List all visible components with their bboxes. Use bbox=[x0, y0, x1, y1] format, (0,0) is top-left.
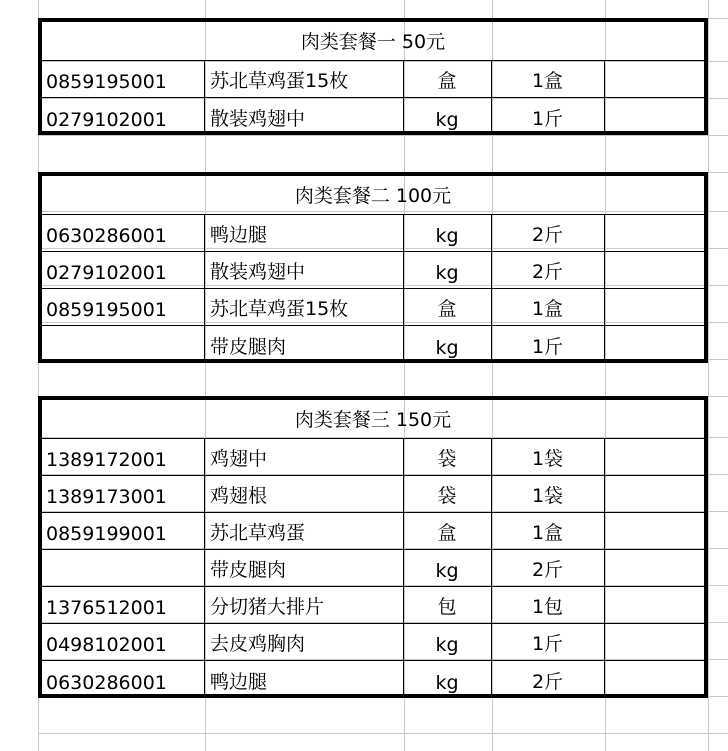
table-row bbox=[38, 439, 708, 476]
item-note-cell[interactable] bbox=[605, 439, 708, 475]
item-name-cell[interactable]: 带皮腿肉 bbox=[210, 559, 287, 581]
item-note-cell[interactable] bbox=[605, 98, 708, 135]
item-unit-cell[interactable]: 盒 bbox=[437, 298, 457, 320]
item-name-cell[interactable]: 鸡翅中 bbox=[210, 448, 268, 470]
item-qty-cell[interactable]: 1袋 bbox=[531, 485, 564, 507]
table-row bbox=[38, 61, 708, 98]
item-unit-cell[interactable]: kg bbox=[435, 672, 459, 694]
item-code-cell[interactable] bbox=[46, 326, 206, 363]
item-qty-cell[interactable]: 1斤 bbox=[531, 108, 564, 130]
item-code-cell[interactable]: 0498102001 bbox=[46, 634, 167, 656]
item-note-cell[interactable] bbox=[605, 61, 708, 97]
item-note-cell[interactable] bbox=[605, 513, 708, 549]
item-code-cell[interactable]: 0630286001 bbox=[46, 672, 167, 694]
item-qty-cell[interactable]: 1包 bbox=[531, 596, 564, 618]
table-row bbox=[38, 513, 708, 550]
item-qty-cell[interactable]: 1斤 bbox=[531, 336, 564, 358]
item-unit-cell[interactable]: 袋 bbox=[437, 485, 457, 507]
package-title[interactable]: 肉类套餐一 50元 bbox=[38, 18, 708, 61]
item-note-cell[interactable] bbox=[605, 624, 708, 660]
item-code-cell[interactable]: 1376512001 bbox=[46, 597, 167, 619]
item-name-cell[interactable]: 鸭边腿 bbox=[210, 671, 268, 693]
item-unit-cell[interactable]: 盒 bbox=[437, 70, 457, 92]
item-note-cell[interactable] bbox=[605, 326, 708, 363]
item-name-cell[interactable]: 苏北草鸡蛋15枚 bbox=[210, 70, 349, 92]
column-divider bbox=[491, 61, 492, 135]
item-name-cell[interactable]: 散装鸡翅中 bbox=[210, 108, 306, 130]
item-qty-cell[interactable]: 1袋 bbox=[531, 448, 564, 470]
item-unit-cell[interactable]: kg bbox=[435, 634, 459, 656]
table-row bbox=[38, 289, 708, 326]
table-row bbox=[38, 624, 708, 661]
item-qty-cell[interactable]: 2斤 bbox=[531, 224, 564, 246]
item-code-cell[interactable]: 0279102001 bbox=[46, 262, 167, 284]
item-note-cell[interactable] bbox=[605, 215, 708, 251]
table-row bbox=[38, 587, 708, 624]
item-name-cell[interactable]: 分切猪大排片 bbox=[210, 596, 325, 618]
item-unit-cell[interactable]: 盒 bbox=[437, 522, 457, 544]
item-unit-cell[interactable]: kg bbox=[435, 337, 459, 359]
item-code-cell[interactable]: 1389173001 bbox=[46, 486, 167, 508]
table-row bbox=[38, 661, 708, 698]
item-qty-cell[interactable]: 2斤 bbox=[531, 261, 564, 283]
item-code-cell[interactable]: 0279102001 bbox=[46, 109, 167, 131]
item-note-cell[interactable] bbox=[605, 587, 708, 623]
column-divider bbox=[204, 61, 205, 135]
table-row bbox=[38, 252, 708, 289]
item-name-cell[interactable]: 鸭边腿 bbox=[210, 224, 268, 246]
item-note-cell[interactable] bbox=[605, 252, 708, 288]
item-name-cell[interactable]: 苏北草鸡蛋15枚 bbox=[210, 298, 349, 320]
item-qty-cell[interactable]: 1盒 bbox=[531, 70, 564, 92]
item-unit-cell[interactable]: kg bbox=[435, 225, 459, 247]
item-qty-cell[interactable]: 1盒 bbox=[531, 522, 564, 544]
item-unit-cell[interactable]: kg bbox=[435, 109, 459, 131]
item-code-cell[interactable]: 0859195001 bbox=[46, 299, 167, 321]
item-qty-cell[interactable]: 1盒 bbox=[531, 298, 564, 320]
column-divider bbox=[403, 215, 404, 363]
item-name-cell[interactable]: 苏北草鸡蛋 bbox=[210, 522, 306, 544]
item-note-cell[interactable] bbox=[605, 550, 708, 586]
table-row bbox=[38, 215, 708, 252]
column-divider bbox=[604, 439, 605, 698]
table-row bbox=[38, 550, 708, 587]
package-table bbox=[38, 18, 708, 135]
item-qty-cell[interactable]: 2斤 bbox=[531, 671, 564, 693]
item-qty-cell[interactable]: 2斤 bbox=[531, 559, 564, 581]
item-unit-cell[interactable]: 袋 bbox=[437, 448, 457, 470]
column-divider bbox=[604, 215, 605, 363]
item-name-cell[interactable]: 鸡翅根 bbox=[210, 485, 268, 507]
item-name-cell[interactable]: 散装鸡翅中 bbox=[210, 261, 306, 283]
column-divider bbox=[604, 61, 605, 135]
table-row bbox=[38, 476, 708, 513]
item-unit-cell[interactable]: kg bbox=[435, 262, 459, 284]
item-code-cell[interactable] bbox=[46, 550, 206, 586]
item-unit-cell[interactable]: 包 bbox=[437, 596, 457, 618]
item-name-cell[interactable]: 带皮腿肉 bbox=[210, 336, 287, 358]
item-code-cell[interactable]: 0859199001 bbox=[46, 523, 167, 545]
table-row bbox=[38, 98, 708, 135]
item-unit-cell[interactable]: kg bbox=[435, 560, 459, 582]
item-code-cell[interactable]: 1389172001 bbox=[46, 449, 167, 471]
column-divider bbox=[491, 439, 492, 698]
package-title[interactable]: 肉类套餐二 100元 bbox=[38, 172, 708, 215]
column-divider bbox=[491, 215, 492, 363]
item-note-cell[interactable] bbox=[605, 661, 708, 698]
item-note-cell[interactable] bbox=[605, 476, 708, 512]
item-note-cell[interactable] bbox=[605, 289, 708, 325]
item-code-cell[interactable]: 0630286001 bbox=[46, 225, 167, 247]
column-divider bbox=[403, 61, 404, 135]
column-divider bbox=[403, 439, 404, 698]
column-divider bbox=[204, 215, 205, 363]
package-table bbox=[38, 172, 708, 363]
item-name-cell[interactable]: 去皮鸡胸肉 bbox=[210, 633, 306, 655]
package-title[interactable]: 肉类套餐三 150元 bbox=[38, 396, 708, 439]
item-qty-cell[interactable]: 1斤 bbox=[531, 633, 564, 655]
table-row bbox=[38, 326, 708, 363]
column-divider bbox=[204, 439, 205, 698]
item-code-cell[interactable]: 0859195001 bbox=[46, 71, 167, 93]
package-table bbox=[38, 396, 708, 698]
